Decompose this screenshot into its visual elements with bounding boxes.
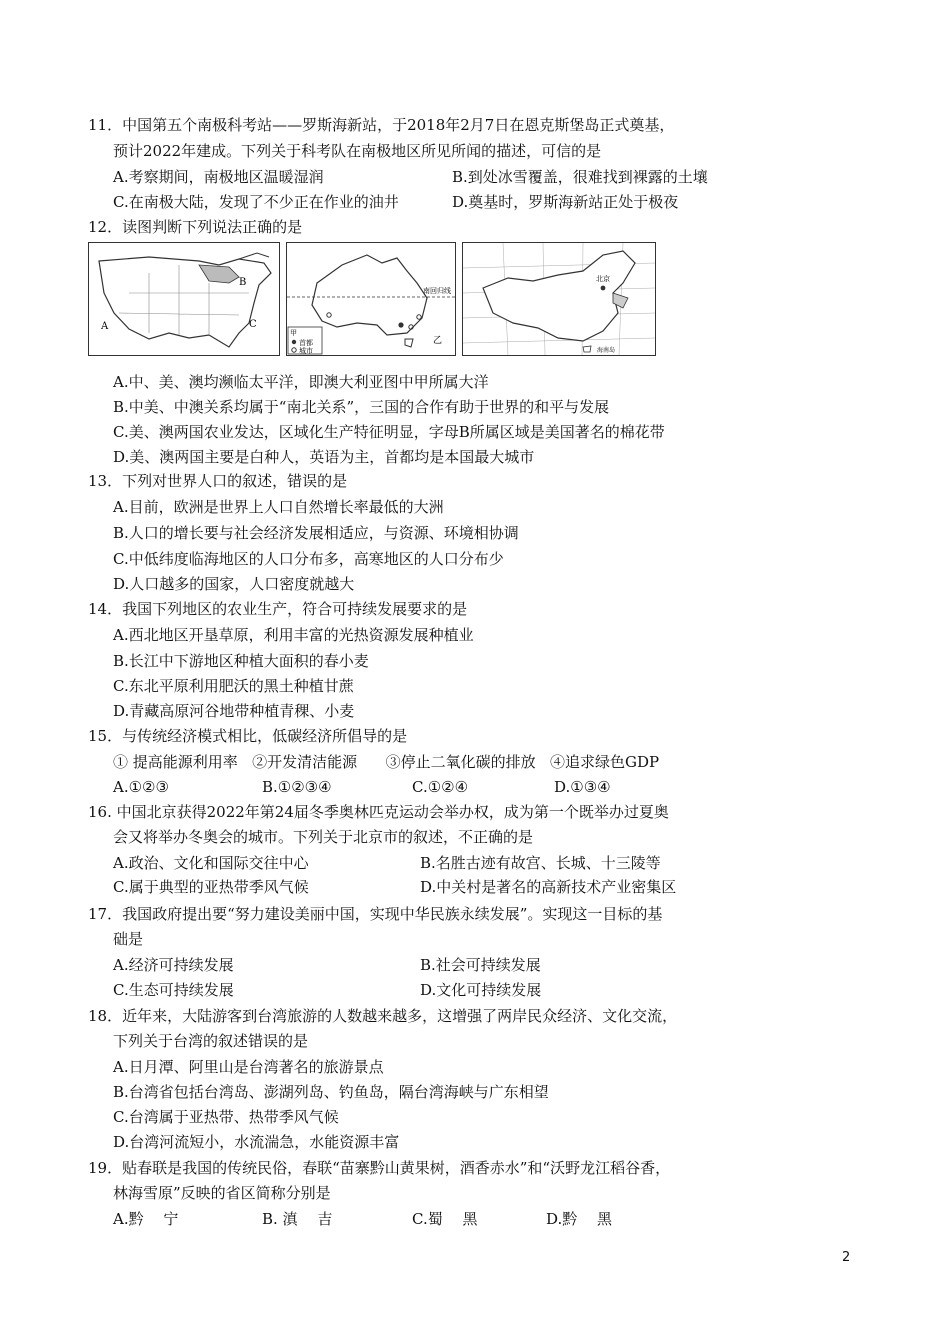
usa-label-b: B [239,277,247,288]
q16-stem-line2: 会又将举办冬奥会的城市。下列关于北京市的叙述，不正确的是 [113,828,534,846]
map-label-jia: 甲 [290,329,297,337]
q17-option-b: B.社会可持续发展 [420,956,541,974]
map-label-yi: 乙 [433,336,443,346]
q18-option-b: B.台湾省包括台湾岛、澎湖列岛、钓鱼岛，隔台湾海峡与广东相望 [113,1083,549,1101]
china-label-beijing: 北京 [596,275,610,283]
q15-option-b: B.①②③④ [262,778,332,796]
q15-choices-line: ① 提高能源利用率 ②开发清洁能源 ③停止二氧化碳的排放 ④追求绿色GDP [113,753,660,771]
australia-map-drawing [287,243,455,355]
q11-option-c: C.在南极大陆，发现了不少正在作业的油井 [113,193,399,211]
q16-stem-line1: 16. 中国北京获得2022年第24届冬季奥林匹克运动会举办权，成为第一个既举办过夏奥 [88,803,669,821]
q15-option-a: A.①②③ [113,778,169,796]
q12-option-d: D.美、澳两国主要是白种人，英语为主，首都均是本国最大城市 [113,448,535,466]
q14-option-c: C.东北平原利用肥沃的黑土种植甘蔗 [113,677,354,695]
q13-option-d: D.人口越多的国家，人口密度就越大 [113,575,355,593]
q16-option-d: D.中关村是著名的高新技术产业密集区 [420,878,677,896]
page-number: 2 [842,1250,851,1265]
q15-stem: 15．与传统经济模式相比，低碳经济所倡导的是 [88,727,408,745]
q13-option-b: B.人口的增长要与社会经济发展相适应，与资源、环境相协调 [113,524,519,542]
q17-option-c: C.生态可持续发展 [113,981,234,999]
q19-option-a: A.黔 宁 [113,1210,179,1228]
q18-option-d: D.台湾河流短小，水流湍急，水能资源丰富 [113,1133,400,1151]
china-map-drawing [463,243,655,355]
q18-stem-line1: 18．近年来，大陆游客到台湾旅游的人数越来越多，这增强了两岸民众经济、文化交流， [88,1007,678,1025]
tropic-label: 南回归线 [423,287,451,295]
q13-stem: 13．下列对世界人口的叙述，错误的是 [88,472,348,490]
q12-option-a: A.中、美、澳均濒临太平洋，即澳大利亚图中甲所属大洋 [113,373,489,391]
q16-option-a: A.政治、文化和国际交往中心 [113,854,309,872]
q18-stem-line2: 下列关于台湾的叙述错误的是 [113,1032,309,1050]
china-map [462,242,656,356]
q16-option-b: B.名胜古迹有故宫、长城、十三陵等 [420,854,661,872]
china-label-hainan: 海南岛 [597,347,616,354]
q13-option-c: C.中低纬度临海地区的人口分布多，高寒地区的人口分布少 [113,550,504,568]
q14-option-b: B.长江中下游地区种植大面积的春小麦 [113,652,369,670]
q18-option-c: C.台湾属于亚热带、热带季风气候 [113,1108,339,1126]
usa-map [88,242,280,356]
q19-stem-line1: 19．贴春联是我国的传统民俗，春联“苗寨黔山黄果树，酒香赤水”和“沃野龙江稻谷香， [88,1159,671,1177]
q11-option-d: D.奠基时，罗斯海新站正处于极夜 [452,193,679,211]
q17-stem-line2: 础是 [113,930,144,948]
q16-option-c: C.属于典型的亚热带季风气候 [113,878,309,896]
q17-stem-line1: 17．我国政府提出要“努力建设美丽中国，实现中华民族永续发展”。实现这一目标的基 [88,905,663,923]
q17-option-a: A.经济可持续发展 [113,956,234,974]
q11-option-b: B.到处冰雪覆盖，很难找到裸露的土壤 [452,168,708,186]
q13-option-a: A.目前，欧洲是世界上人口自然增长率最低的大洲 [113,498,444,516]
legend-city: 城市 [299,347,313,355]
usa-map-drawing [89,243,279,355]
legend-capital: 首都 [299,339,313,347]
q12-option-b: B.中美、中澳关系均属于“南北关系”，三国的合作有助于世界的和平与发展 [113,398,610,416]
q11-stem-line1: 11．中国第五个南极科考站——罗斯海新站，于2018年2月7日在恩克斯堡岛正式奠基， [88,116,675,134]
q15-option-d: D.①③④ [554,778,611,796]
q12-option-c: C.美、澳两国农业发达，区域化生产特征明显，字母B所属区域是美国著名的棉花带 [113,423,665,441]
q19-option-b: B. 滇 吉 [262,1210,333,1228]
q19-option-c: C.蜀 黑 [412,1210,478,1228]
q15-option-c: C.①②④ [412,778,469,796]
q14-stem: 14．我国下列地区的农业生产，符合可持续发展要求的是 [88,600,468,618]
q14-option-a: A.西北地区开垦草原，利用丰富的光热资源发展种植业 [113,626,474,644]
australia-map [286,242,456,356]
q17-option-d: D.文化可持续发展 [420,981,542,999]
usa-label-c: C [249,319,257,330]
q14-option-d: D.青藏高原河谷地带种植青稞、小麦 [113,702,355,720]
q19-option-d: D.黔 黑 [546,1210,613,1228]
q19-stem-line2: 林海雪原”反映的省区简称分别是 [113,1184,331,1202]
q11-stem-line2: 预计2022年建成。下列关于科考队在南极地区所见所闻的描述，可信的是 [113,142,602,160]
q12-stem: 12．读图判断下列说法正确的是 [88,218,303,236]
q18-option-a: A.日月潭、阿里山是台湾著名的旅游景点 [113,1058,384,1076]
usa-label-a: A [101,321,109,332]
q11-option-a: A.考察期间，南极地区温暖湿润 [113,168,324,186]
